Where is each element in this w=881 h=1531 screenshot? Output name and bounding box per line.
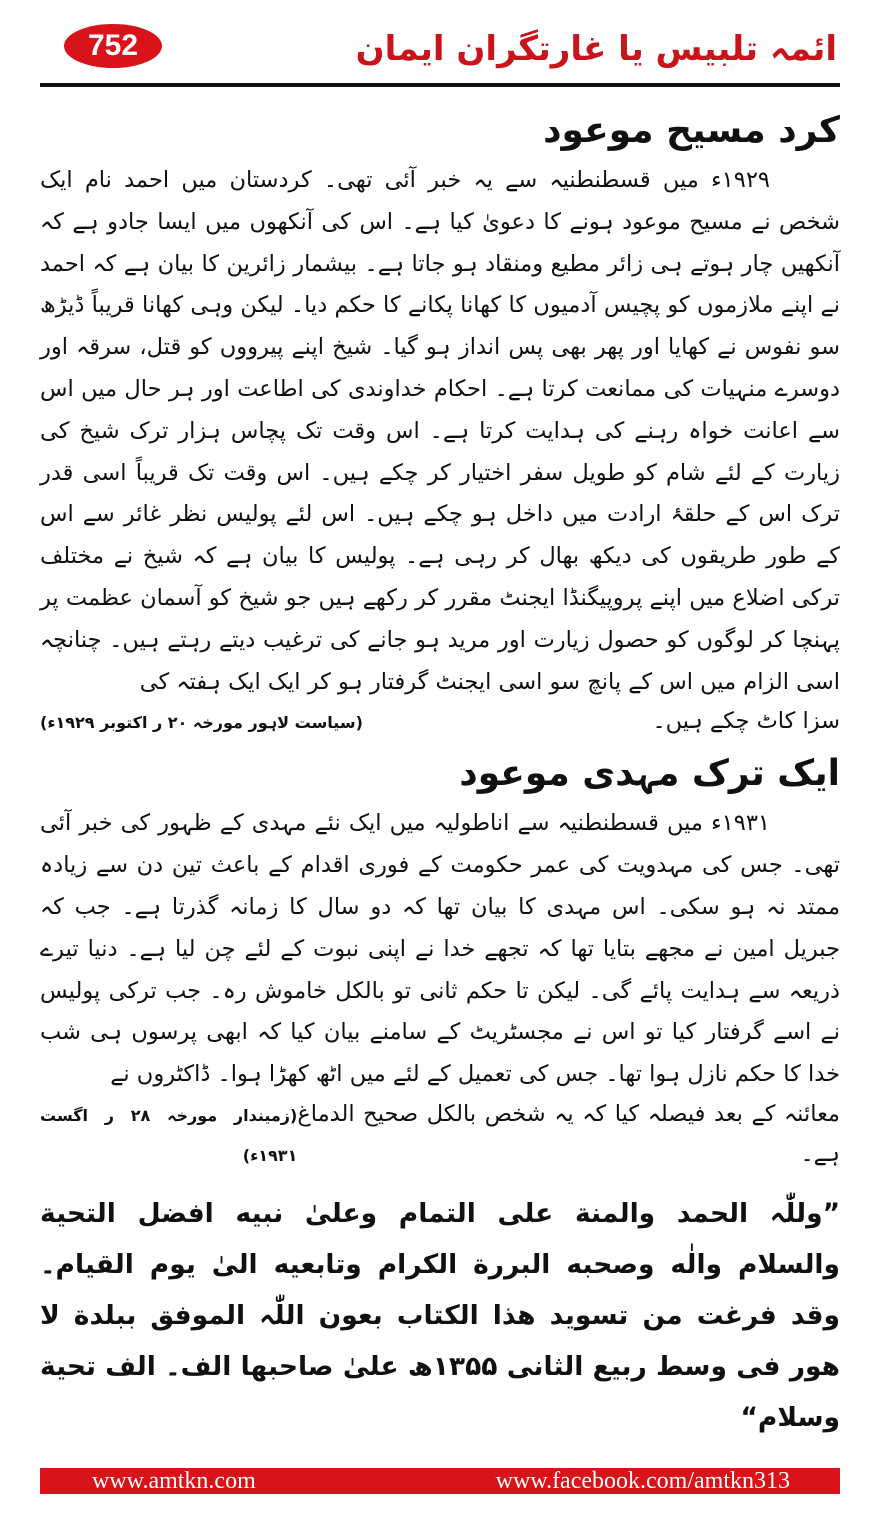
section-paragraph-turk-mahdi [40, 803, 840, 1096]
paragraph-text: ۱۹۲۹ء میں قسطنطنیہ سے یہ خبر آئی تھی۔ کردستان میں احمد نام ایک شخص نے مسیح موعود ہونے کا دعویٰ کیا ہے۔ اس کی آنکھوں میں ایسا جادو ہے کہ آنکھیں چار ہوتے ہی زائر مطیع ومنقاد ہو جاتا ہے۔ بیشمار زائرین کا بیان ہے کہ احمد نے اپنے ملازموں کو پچیس آدمیوں کا کھانا پکانے کا حکم دیا۔ لیکن وہی کھانا قریباً ڈیڑھ سو نفوس نے کھایا اور پھر بھی پس انداز ہو گیا۔ شیخ اپنے پیرووں کو قتل، سرقہ اور دوسرے منہیات کی ممانعت کرتا ہے۔ احکام خداوندی کی اطاعت اور ہر حال میں اس سے اعانت خواہ رہنے کی ہدایت کرتا ہے۔ اس وقت تک پچاس ہزار ترک شیخ کی زیارت کے لئے شام کو طویل سفر اختیار کر چکے ہیں۔ اس وقت تک قریباً اسی قدر ترک اس کے حلقۂ ارادت میں داخل ہو چکے ہیں۔ اس لئے پولیس نظر غائر سے اس کے طور طریقوں کی دیکھ بھال کر رہی ہے۔ پولیس کا بیان ہے کہ شیخ نے مختلف ترکی اضلاع میں اپنے پروپیگنڈا ایجنٹ مقرر کر رکھے ہیں جو شیخ کو آسمان عظمت پر پہنچا کر لوگوں کو حصول زیارت اور مرید ہو جانے کی ترغیب دیتے رہتے ہیں۔ چنانچہ اسی الزام میں اس کے پانچ سو اسی ایجنٹ گرفتار ہو کر ایک ایک ہفتہ کی [40, 167, 840, 695]
closing-sentence: سزا کاٹ چکے ہیں۔ [652, 708, 840, 735]
page-number-badge: 752 [64, 24, 162, 68]
section-heading-turk-mahdi: ایک ترک مہدی موعود [459, 753, 840, 795]
source-line [40, 1094, 840, 1176]
closing-sentence: معائنہ کے بعد فیصلہ کیا کہ یہ شخص بالکل صحیح الدماغ ہے۔ [297, 1100, 840, 1167]
book-title: ائمہ تلبیس یا غارتگران ایمان [355, 29, 837, 69]
website-link[interactable]: www.amtkn.com [92, 1468, 256, 1494]
citation: (زمیندار مورخہ ۲۸ ر اگست ۱۹۳۱ء) [40, 1105, 298, 1165]
section-paragraph-kurd-messiah [40, 160, 840, 703]
paragraph-text: ۱۹۳۱ء میں قسطنطنیہ سے اناطولیہ میں ایک نئے مہدی کے ظہور کی خبر آئی تھی۔ جس کی مہدویت کی عمر حکومت کے فوری اقدام کے باعث تین دن سے زیادہ ممتد نہ ہو سکی۔ اس مہدی کا بیان تھا کہ دو سال کا زمانہ گذرتا ہے۔ جب کہ جبریل امین نے مجھے بتایا تھا کہ تجھے خدا نے اپنی نبوت کے لئے چن لیا ہے۔ دنیا تیرے ذریعہ سے ہدایت پائے گی۔ لیکن تا حکم ثانی تو بالکل خاموش رہ۔ جب ترکی پولیس نے اسے گرفتار کیا تو اس نے مجسٹریٹ کے سامنے بیان کیا کہ ابھی پرسوں ہی شب خدا کا حکم نازل ہوا تھا۔ جس کی تعمیل کے لئے میں اٹھ کھڑا ہوا۔ ڈاکٹروں نے [40, 810, 840, 1088]
arabic-closing-prayer: ”وللّٰہ الحمد والمنة علی التمام وعلیٰ نبیه افضل التحیة والسلام والٰه وصحبه البررة الکرام وتابعیه الیٰ یوم القیام۔ وقد فرغت من تسوید ھذا الکتاب بعون اللّٰہ الموفق ببلدة لا ھور فی وسط ربیع الثانی ۱۳۵۵ھ علیٰ صاحبھا الف۔ الف تحیة وسلام“ [40, 1197, 840, 1433]
section-heading-kurd-messiah: کرد مسیح موعود [543, 110, 840, 151]
source-line [40, 701, 840, 743]
header-divider [40, 83, 840, 87]
facebook-link[interactable]: www.facebook.com/amtkn313 [495, 1468, 790, 1494]
footer-bar [40, 1468, 840, 1494]
citation: (سیاست لاہور مورخہ ۲۰ ر اکتوبر ۱۹۲۹ء) [40, 713, 363, 733]
page-content [40, 104, 840, 1443]
